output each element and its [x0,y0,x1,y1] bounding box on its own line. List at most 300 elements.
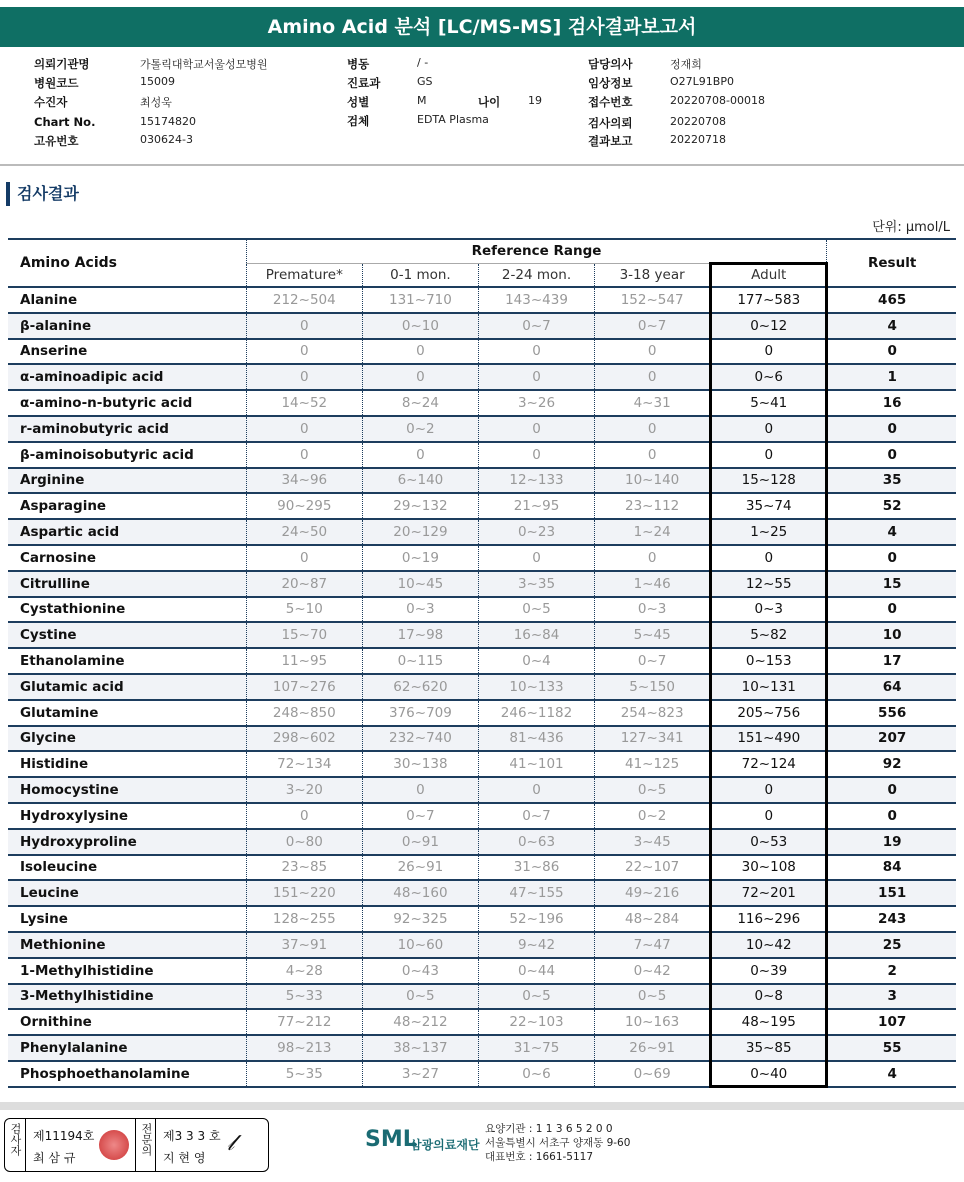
amino-acid-name: Homocystine [8,777,246,803]
range-2-24-mon: 0 [478,442,594,468]
table-row [8,803,956,829]
table-row [8,364,956,390]
amino-acid-name: Glycine [8,726,246,752]
range-premature: 151~220 [246,880,362,906]
info-label: 고유번호 [34,134,79,148]
range-2-24-mon: 31~86 [478,855,594,881]
info-value: O27L91BP0 [670,75,734,88]
range-2-24-mon: 0 [478,777,594,803]
age-value: 19 [528,94,542,107]
result-value: 84 [827,855,956,881]
amino-acid-name: α-aminoadipic acid [8,364,246,390]
info-label: 진료과 [347,76,381,90]
info-value: GS [417,75,433,88]
info-value: 030624-3 [140,133,193,146]
amino-acid-name: 3-Methylhistidine [8,984,246,1010]
range-0-1-mon: 92~325 [362,906,478,932]
table-row [8,468,956,494]
result-value: 16 [827,390,956,416]
table-row [8,751,956,777]
range-0-1-mon: 131~710 [362,287,478,313]
amino-acid-name: α-amino-n-butyric acid [8,390,246,416]
table-row [8,287,956,313]
range-adult: 116~296 [711,906,827,932]
institution-code: 요양기관 : 1 1 3 6 5 2 0 0 [485,1123,613,1135]
amino-acid-name: Cystathionine [8,597,246,623]
range-adult: 15~128 [711,468,827,494]
amino-acid-name: Glutamic acid [8,674,246,700]
range-adult: 151~490 [711,726,827,752]
table-row [8,493,956,519]
range-3-18-year: 22~107 [595,855,711,881]
range-3-18-year: 5~150 [595,674,711,700]
range-3-18-year: 254~823 [595,700,711,726]
range-0-1-mon: 30~138 [362,751,478,777]
range-0-1-mon: 0~91 [362,829,478,855]
table-row [8,390,956,416]
amino-acid-name: Leucine [8,880,246,906]
table-row [8,622,956,648]
range-3-18-year: 0 [595,545,711,571]
range-adult: 35~85 [711,1035,827,1061]
range-3-18-year: 26~91 [595,1035,711,1061]
range-2-24-mon: 9~42 [478,932,594,958]
range-adult: 1~25 [711,519,827,545]
range-0-1-mon: 0~7 [362,803,478,829]
range-0-1-mon: 17~98 [362,622,478,648]
table-row [8,571,956,597]
range-2-24-mon: 246~1182 [478,700,594,726]
range-premature: 24~50 [246,519,362,545]
range-3-18-year: 41~125 [595,751,711,777]
range-2-24-mon: 16~84 [478,622,594,648]
range-adult: 5~82 [711,622,827,648]
info-label: 병원코드 [34,76,79,90]
range-adult: 0 [711,777,827,803]
range-3-18-year: 0~5 [595,777,711,803]
table-row [8,958,956,984]
amino-acid-name: Cystine [8,622,246,648]
phone: 대표번호 : 1661-5117 [485,1151,594,1163]
range-2-24-mon: 0~7 [478,313,594,339]
range-0-1-mon: 62~620 [362,674,478,700]
range-adult: 0~39 [711,958,827,984]
range-3-18-year: 48~284 [595,906,711,932]
range-2-24-mon: 81~436 [478,726,594,752]
range-2-24-mon: 0~63 [478,829,594,855]
range-premature: 11~95 [246,648,362,674]
amino-acid-name: Citrulline [8,571,246,597]
amino-acid-name: 1-Methylhistidine [8,958,246,984]
table-row [8,829,956,855]
org-address [485,1122,630,1164]
signature-icon: 𝓁 [227,1131,235,1156]
reviewer-number: 제3 3 3 호 [163,1129,221,1143]
range-3-18-year: 0~42 [595,958,711,984]
range-3-18-year: 10~140 [595,468,711,494]
range-adult: 0 [711,545,827,571]
range-3-18-year: 0 [595,339,711,365]
range-premature: 0 [246,364,362,390]
range-adult: 0 [711,339,827,365]
table-row [8,906,956,932]
range-premature: 15~70 [246,622,362,648]
table-row [8,313,956,339]
result-value: 17 [827,648,956,674]
col-premature: Premature* [246,263,362,287]
range-0-1-mon: 376~709 [362,700,478,726]
table-row [8,416,956,442]
result-value: 0 [827,545,956,571]
range-2-24-mon: 47~155 [478,880,594,906]
info-label: 결과보고 [588,134,633,148]
range-3-18-year: 5~45 [595,622,711,648]
amino-acid-name: Carnosine [8,545,246,571]
range-3-18-year: 0~69 [595,1061,711,1087]
range-adult: 0~153 [711,648,827,674]
table-row [8,932,956,958]
amino-acid-name: Anserine [8,339,246,365]
range-2-24-mon: 31~75 [478,1035,594,1061]
amino-acid-name: Aspartic acid [8,519,246,545]
range-premature: 0 [246,442,362,468]
range-0-1-mon: 3~27 [362,1061,478,1087]
range-3-18-year: 49~216 [595,880,711,906]
range-0-1-mon: 0 [362,339,478,365]
info-label: 임상정보 [588,76,633,90]
range-adult: 35~74 [711,493,827,519]
range-2-24-mon: 41~101 [478,751,594,777]
range-2-24-mon: 0~4 [478,648,594,674]
col-result: Result [827,239,956,287]
range-0-1-mon: 26~91 [362,855,478,881]
info-label: 검사의뢰 [588,116,633,130]
table-row [8,880,956,906]
range-adult: 10~131 [711,674,827,700]
unit-label: 단위: μmol/L [872,220,950,235]
range-premature: 37~91 [246,932,362,958]
range-0-1-mon: 6~140 [362,468,478,494]
range-3-18-year: 0~7 [595,648,711,674]
table-row [8,339,956,365]
range-premature: 107~276 [246,674,362,700]
range-2-24-mon: 21~95 [478,493,594,519]
info-label: 검체 [347,114,370,128]
tester-number: 제11194호 [33,1129,95,1143]
range-premature: 212~504 [246,287,362,313]
table-row [8,1009,956,1035]
tester-label: 검사자 [9,1123,22,1156]
section-title: 검사결과 [6,182,79,206]
range-3-18-year: 0~3 [595,597,711,623]
amino-acid-name: r-aminobutyric acid [8,416,246,442]
info-value: 15009 [140,75,175,88]
info-value: M [417,94,427,107]
address: 서울특별시 서초구 양재동 9-60 [485,1137,631,1149]
result-value: 4 [827,1061,956,1087]
table-row [8,700,956,726]
range-adult: 0~12 [711,313,827,339]
col-0-1-mon: 0-1 mon. [362,263,478,287]
range-adult: 0 [711,442,827,468]
range-adult: 0~6 [711,364,827,390]
range-premature: 0~80 [246,829,362,855]
range-0-1-mon: 0 [362,777,478,803]
result-value: 4 [827,519,956,545]
range-3-18-year: 1~46 [595,571,711,597]
range-adult: 0~3 [711,597,827,623]
range-premature: 5~35 [246,1061,362,1087]
range-3-18-year: 0 [595,364,711,390]
range-premature: 5~33 [246,984,362,1010]
range-0-1-mon: 48~160 [362,880,478,906]
result-value: 55 [827,1035,956,1061]
range-3-18-year: 0~5 [595,984,711,1010]
range-3-18-year: 0~7 [595,313,711,339]
range-premature: 0 [246,545,362,571]
range-adult: 177~583 [711,287,827,313]
range-2-24-mon: 0~7 [478,803,594,829]
sml-logo: SML [365,1127,417,1152]
amino-acid-name: Lysine [8,906,246,932]
range-premature: 0 [246,339,362,365]
range-2-24-mon: 52~196 [478,906,594,932]
range-premature: 72~134 [246,751,362,777]
result-value: 465 [827,287,956,313]
info-value: 최성욱 [140,96,172,109]
range-3-18-year: 1~24 [595,519,711,545]
info-value: / - [417,56,429,69]
range-2-24-mon: 0~5 [478,984,594,1010]
result-value: 556 [827,700,956,726]
range-0-1-mon: 0 [362,442,478,468]
range-3-18-year: 127~341 [595,726,711,752]
range-adult: 0 [711,416,827,442]
range-0-1-mon: 0~2 [362,416,478,442]
range-premature: 4~28 [246,958,362,984]
amino-acid-name: Alanine [8,287,246,313]
amino-acid-name: Histidine [8,751,246,777]
amino-acid-name: Isoleucine [8,855,246,881]
report-title: Amino Acid 분석 [LC/MS-MS] 검사결과보고서 [0,7,964,47]
range-2-24-mon: 10~133 [478,674,594,700]
range-3-18-year: 0 [595,442,711,468]
table-row [8,984,956,1010]
result-value: 4 [827,313,956,339]
amino-acid-name: Methionine [8,932,246,958]
range-2-24-mon: 0 [478,545,594,571]
range-premature: 3~20 [246,777,362,803]
table-row [8,726,956,752]
range-0-1-mon: 0~43 [362,958,478,984]
reviewer-name: 지 현 영 [163,1151,206,1165]
range-premature: 77~212 [246,1009,362,1035]
table-row [8,674,956,700]
amino-acid-name: Glutamine [8,700,246,726]
range-premature: 0 [246,416,362,442]
range-adult: 0~53 [711,829,827,855]
result-value: 151 [827,880,956,906]
col-3-18-year: 3-18 year [595,263,711,287]
info-label: 수진자 [34,95,68,109]
footer-divider [0,1102,964,1110]
range-2-24-mon: 0~23 [478,519,594,545]
range-0-1-mon: 10~45 [362,571,478,597]
result-value: 243 [827,906,956,932]
table-row [8,597,956,623]
amino-acid-name: β-aminoisobutyric acid [8,442,246,468]
range-2-24-mon: 12~133 [478,468,594,494]
range-0-1-mon: 232~740 [362,726,478,752]
range-2-24-mon: 0~5 [478,597,594,623]
table-row [8,442,956,468]
range-adult: 205~756 [711,700,827,726]
table-row [8,648,956,674]
range-0-1-mon: 29~132 [362,493,478,519]
table-row [8,1061,956,1087]
range-adult: 5~41 [711,390,827,416]
amino-acid-name: Asparagine [8,493,246,519]
result-value: 0 [827,777,956,803]
age-label: 나이 [478,95,501,109]
result-value: 0 [827,416,956,442]
col-2-24-mon: 2-24 mon. [478,263,594,287]
col-amino-acids: Amino Acids [8,239,246,287]
table-row [8,545,956,571]
range-3-18-year: 0~2 [595,803,711,829]
result-value: 0 [827,803,956,829]
range-premature: 23~85 [246,855,362,881]
range-2-24-mon: 0~44 [478,958,594,984]
range-2-24-mon: 0 [478,416,594,442]
table-row [8,777,956,803]
info-label: 의뢰기관명 [34,57,90,71]
result-value: 15 [827,571,956,597]
range-3-18-year: 23~112 [595,493,711,519]
range-premature: 98~213 [246,1035,362,1061]
range-0-1-mon: 0~19 [362,545,478,571]
result-value: 0 [827,597,956,623]
range-adult: 0~40 [711,1061,827,1087]
range-premature: 14~52 [246,390,362,416]
info-value: 정재희 [670,58,702,71]
result-value: 92 [827,751,956,777]
range-premature: 248~850 [246,700,362,726]
info-value: 20220718 [670,133,726,146]
amino-acid-name: β-alanine [8,313,246,339]
result-value: 52 [827,493,956,519]
result-value: 207 [827,726,956,752]
result-value: 0 [827,442,956,468]
range-3-18-year: 3~45 [595,829,711,855]
range-0-1-mon: 0~115 [362,648,478,674]
range-0-1-mon: 0 [362,364,478,390]
range-0-1-mon: 10~60 [362,932,478,958]
amino-acid-name: Ethanolamine [8,648,246,674]
range-adult: 72~201 [711,880,827,906]
range-3-18-year: 0 [595,416,711,442]
range-0-1-mon: 20~129 [362,519,478,545]
result-value: 35 [827,468,956,494]
range-adult: 48~195 [711,1009,827,1035]
amino-acid-name: Phosphoethanolamine [8,1061,246,1087]
range-2-24-mon: 0 [478,339,594,365]
range-3-18-year: 10~163 [595,1009,711,1035]
patient-info [0,52,964,166]
range-2-24-mon: 3~26 [478,390,594,416]
range-adult: 30~108 [711,855,827,881]
info-label: 병동 [347,57,370,71]
seal-icon [99,1130,129,1160]
range-2-24-mon: 0~6 [478,1061,594,1087]
range-2-24-mon: 0 [478,364,594,390]
range-2-24-mon: 22~103 [478,1009,594,1035]
range-0-1-mon: 0~3 [362,597,478,623]
range-0-1-mon: 48~212 [362,1009,478,1035]
result-value: 107 [827,1009,956,1035]
reviewer-label: 전문의 [140,1123,153,1156]
range-3-18-year: 7~47 [595,932,711,958]
info-value: 20220708-00018 [670,94,765,107]
amino-acid-name: Phenylalanine [8,1035,246,1061]
range-premature: 0 [246,803,362,829]
range-2-24-mon: 143~439 [478,287,594,313]
result-value: 10 [827,622,956,648]
range-2-24-mon: 3~35 [478,571,594,597]
col-adult: Adult [711,263,827,287]
amino-acid-name: Hydroxyproline [8,829,246,855]
result-value: 64 [827,674,956,700]
tester-name: 최 삼 규 [33,1151,76,1165]
result-value: 0 [827,339,956,365]
range-0-1-mon: 0~5 [362,984,478,1010]
amino-acid-name: Hydroxylysine [8,803,246,829]
amino-acid-name: Ornithine [8,1009,246,1035]
range-premature: 34~96 [246,468,362,494]
range-adult: 0~8 [711,984,827,1010]
range-0-1-mon: 0~10 [362,313,478,339]
range-0-1-mon: 38~137 [362,1035,478,1061]
signature-box [4,1118,269,1172]
result-value: 1 [827,364,956,390]
table-row [8,519,956,545]
result-value: 25 [827,932,956,958]
table-row [8,1035,956,1061]
range-0-1-mon: 8~24 [362,390,478,416]
col-reference-range: Reference Range [246,239,827,263]
result-value: 3 [827,984,956,1010]
range-premature: 90~295 [246,493,362,519]
range-3-18-year: 4~31 [595,390,711,416]
info-value: 가톨릭대학교서울성모병원 [140,58,268,71]
results-table [8,238,956,1088]
info-label: Chart No. [34,115,96,129]
info-label: 접수번호 [588,95,633,109]
range-premature: 0 [246,313,362,339]
info-label: 성별 [347,95,370,109]
result-value: 2 [827,958,956,984]
amino-acid-name: Arginine [8,468,246,494]
info-value: 15174820 [140,115,196,128]
range-premature: 128~255 [246,906,362,932]
info-value: EDTA Plasma [417,113,489,126]
range-adult: 72~124 [711,751,827,777]
result-value: 19 [827,829,956,855]
org-name: 삼광의료재단 [410,1138,480,1152]
info-label: 담당의사 [588,57,633,71]
range-adult: 12~55 [711,571,827,597]
range-adult: 0 [711,803,827,829]
